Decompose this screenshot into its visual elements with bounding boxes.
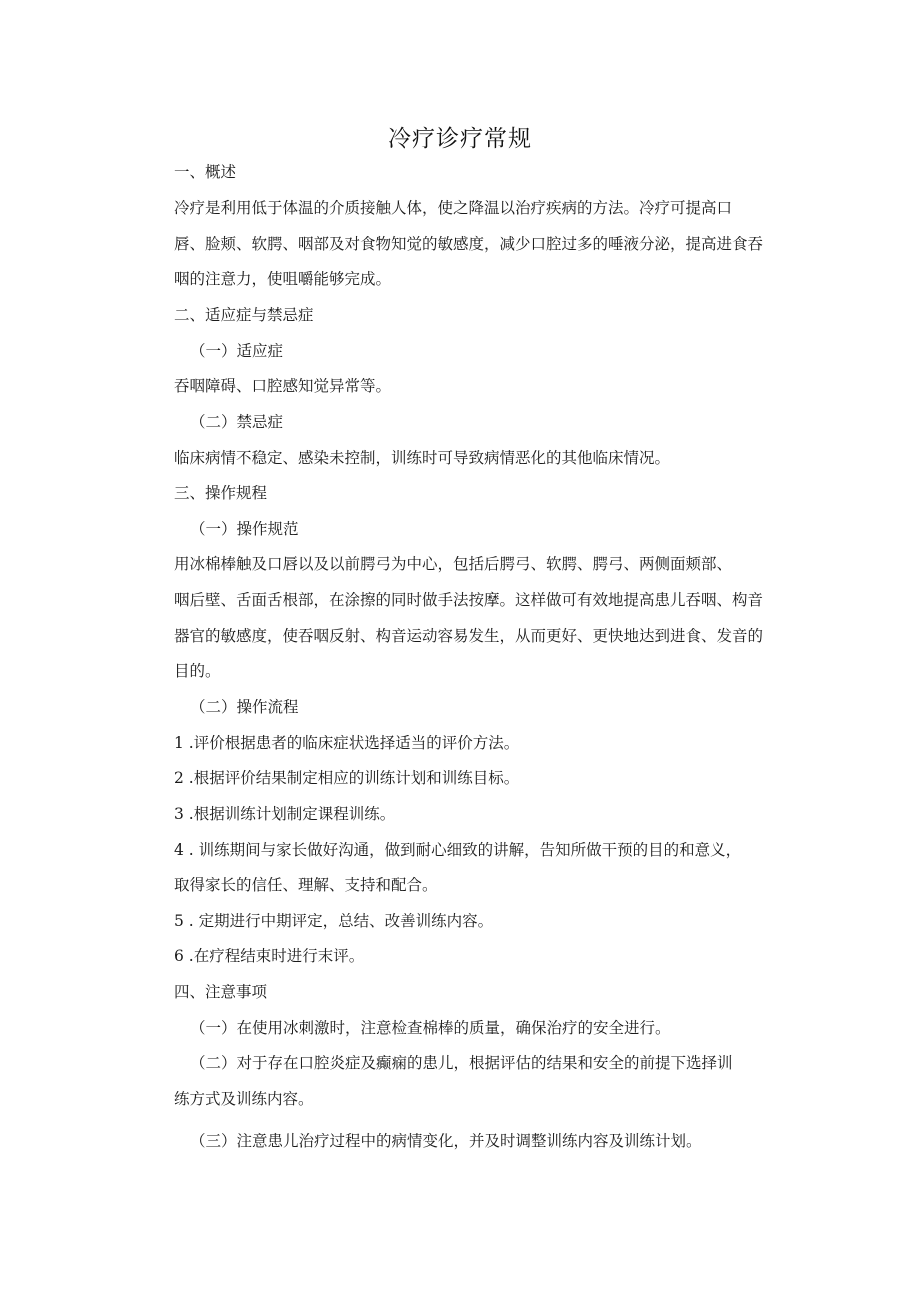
paragraph-line: 咽的注意力，使咀嚼能够完成。 <box>174 270 392 288</box>
paragraph-line: 冷疗是利用低于体温的介质接触人体，使之降温以治疗疾病的方法。冷疗可提高口 <box>174 199 733 217</box>
paragraph-line: 唇、脸颊、软腭、咽部及对食物知觉的敏感度，减少口腔过多的唾液分泌，提高进食吞 <box>174 235 764 253</box>
note-item: （三）注意患儿治疗过程中的病情变化，并及时调整训练内容及训练计划。 <box>190 1132 702 1150</box>
paragraph-line: 吞咽障碍、口腔感知觉异常等。 <box>174 377 392 395</box>
paragraph-line: 咽后壁、舌面舌根部，在涂擦的同时做手法按摩。这样做可有效地提高患儿吞咽、构音 <box>174 591 764 609</box>
list-item: 2 .根据评价结果制定相应的训练计划和训练目标。 <box>174 769 520 787</box>
note-item: （一）在使用冰刺激时，注意检查棉棒的质量，确保治疗的安全进行。 <box>190 1019 671 1037</box>
list-item-continuation: 取得家长的信任、理解、支持和配合。 <box>174 876 438 894</box>
subsection-heading: （二）禁忌症 <box>190 413 284 431</box>
section-heading-procedure: 三、操作规程 <box>174 484 268 502</box>
list-item: 4 . 训练期间与家长做好沟通，做到耐心细致的讲解，告知所做干预的目的和意义， <box>174 841 742 859</box>
list-item: 3 .根据训练计划制定课程训练。 <box>174 805 396 823</box>
list-item: 6 .在疗程结束时进行末评。 <box>174 947 365 965</box>
section-heading-notes: 四、注意事项 <box>174 983 268 1001</box>
section-heading-overview: 一、概述 <box>174 163 237 181</box>
paragraph-line: 用冰棉棒触及口唇以及以前腭弓为中心，包括后腭弓、软腭、腭弓、两侧面颊部、 <box>174 555 733 573</box>
note-item-continuation: 练方式及训练内容。 <box>174 1090 314 1108</box>
section-heading-indications: 二、适应症与禁忌症 <box>174 306 314 324</box>
paragraph-line: 目的。 <box>174 662 221 680</box>
paragraph-line: 器官的敏感度，使吞咽反射、构音运动容易发生，从而更好、更快地达到进食、发音的 <box>174 627 764 645</box>
subsection-heading: （一）操作规范 <box>190 520 299 538</box>
paragraph-line: 临床病情不稳定、感染未控制，训练时可导致病情恶化的其他临床情况。 <box>174 449 671 467</box>
list-item: 1 .评价根据患者的临床症状选择适当的评价方法。 <box>174 734 520 752</box>
document-title: 冷疗诊疗常规 <box>388 126 532 152</box>
subsection-heading: （二）操作流程 <box>190 698 299 716</box>
list-item: 5 . 定期进行中期评定，总结、改善训练内容。 <box>174 912 494 930</box>
subsection-heading: （一）适应症 <box>190 342 284 360</box>
note-item: （二）对于存在口腔炎症及癫痫的患儿，根据评估的结果和安全的前提下选择训 <box>190 1054 733 1072</box>
